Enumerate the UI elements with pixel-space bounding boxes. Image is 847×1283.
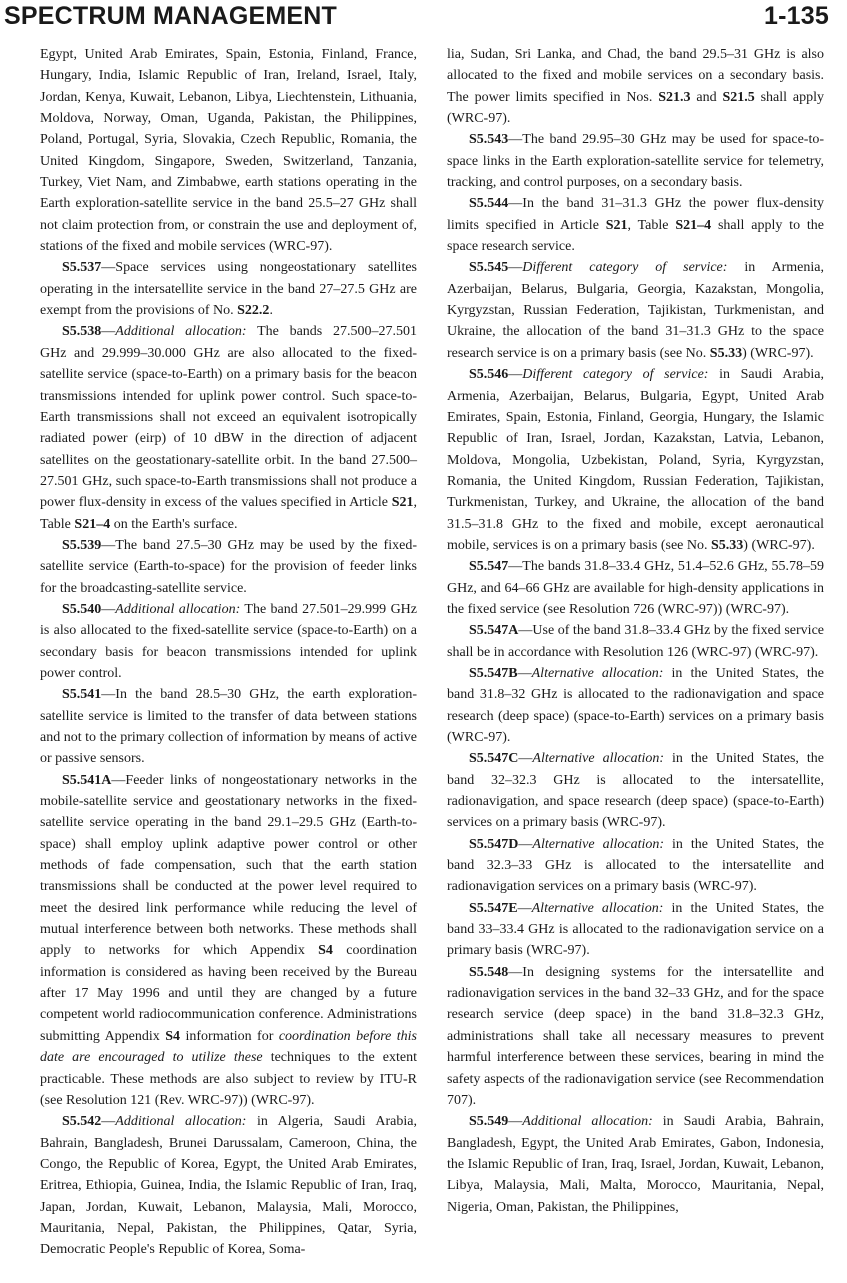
paragraph xyxy=(447,556,824,620)
paragraph xyxy=(447,663,824,748)
italic-text: Additional allocation: xyxy=(115,1114,247,1130)
italic-text: Additional allocation: xyxy=(115,324,247,340)
bold-reference: S21.5 xyxy=(722,89,755,105)
text-run: lia, Sudan, Sri Lanka, and Chad, the band 29.5–31 GHz is also allocated to the fixed and mobile services on a secondary basis. The power limits specified in Nos. xyxy=(447,47,824,105)
paragraph xyxy=(447,898,824,962)
bold-reference: S21 xyxy=(605,217,628,233)
text-run: —The band 27.5–30 GHz may be used by the fixed-satellite service (Earth-to-space) for the provision of feeder links for the broadcasting-satellite service. xyxy=(40,537,417,596)
paragraph xyxy=(40,257,417,321)
bold-reference: S5.544 xyxy=(469,196,509,212)
text-run: — xyxy=(517,900,532,916)
bold-reference: S21.3 xyxy=(658,89,691,105)
text-run: —Use of the band 31.8–33.4 GHz by the fixed service shall be in accordance with Resolution 126 (WRC-97) (WRC-97). xyxy=(447,623,824,660)
text-run: —In the band 28.5–30 GHz, the earth exploration-satellite service is limited to the transfer of data between stations and not to the primary collection of information by means of active or passive sensors. xyxy=(40,687,417,767)
left-column xyxy=(40,44,417,1261)
paragraph xyxy=(447,962,824,1111)
bold-reference: S5.541A xyxy=(62,772,112,788)
bold-reference: S5.547 xyxy=(469,559,509,575)
text-run: information for xyxy=(180,1028,279,1044)
paragraph xyxy=(40,535,417,599)
text-run: — xyxy=(517,665,532,681)
italic-text: Additional allocation: xyxy=(522,1114,653,1130)
text-run: ) (WRC-97). xyxy=(743,537,815,553)
text-run: . xyxy=(269,303,273,319)
text-run: on the Earth's surface. xyxy=(110,516,238,532)
bold-reference: S5.547A xyxy=(469,623,519,639)
text-run: — xyxy=(101,1114,116,1130)
paragraph xyxy=(40,321,417,534)
bold-reference: S5.548 xyxy=(469,964,509,980)
italic-text: Different category of service: xyxy=(522,367,709,383)
paragraph xyxy=(40,1111,417,1260)
bold-reference: S22.2 xyxy=(237,303,270,319)
bold-reference: S5.541 xyxy=(62,687,102,703)
bold-reference: S4 xyxy=(318,943,333,959)
text-run: The band 27.501–29.999 GHz is also allocated to the fixed-satellite service (space-to-Earth) on a secondary basis for beacon transmissions intended for uplink power control. xyxy=(40,601,417,681)
paragraph xyxy=(447,748,824,833)
paragraph xyxy=(447,364,824,556)
text-run: —The bands 31.8–33.4 GHz, 51.4–52.6 GHz, 55.78–59 GHz, and 64–66 GHz are available for high-density applications in the fixed service (see Resolution 726 (WRC-97)) (WRC-97). xyxy=(447,559,824,617)
paragraph xyxy=(447,257,824,364)
text-run: shall apply to the space research service. xyxy=(447,217,824,255)
bold-reference: S5.549 xyxy=(469,1114,509,1130)
bold-reference: S21–4 xyxy=(74,516,111,532)
text-run: — xyxy=(508,367,523,383)
bold-reference: S5.540 xyxy=(62,601,102,617)
bold-reference: S5.538 xyxy=(62,324,102,340)
italic-text: Additional allocation: xyxy=(115,601,241,617)
text-run: in the United States, the band 32.3–33 GHz is allocated to the intersatellite and radionavigation services on a primary basis (WRC-97). xyxy=(447,836,824,895)
text-run: —The band 29.95–30 GHz may be used for space-to-space links in the Earth exploration-satellite service for telemetry, tracking, and control purposes, on a secondary basis. xyxy=(447,132,824,191)
bold-reference: S21–4 xyxy=(675,217,712,233)
text-run: —In designing systems for the intersatellite and radionavigation services in the band 32–33 GHz, and for the space research service (deep space) in the band 31.8–32.3 GHz, administrations shall take all necessary measures to prevent harmful interference between these services, bearing in mind the safety aspects of the radionavigation service (see Recommendation 707). xyxy=(447,964,824,1108)
text-run: in Saudi Arabia, Armenia, Azerbaijan, Belarus, Bulgaria, Egypt, United Arab Emirates, Spain, Estonia, Finland, Georgia, Hungary, the Islamic Republic of Iran, Israel, Jordan, Kazakstan, Latvia, Lebanon, Moldova, Mongolia, Uzbekistan, Poland, Syria, Kyrgyzstan, Romania, the United Kingdom, Russian Federation, Tajikistan, Turkmenistan, Turkey, and Ukraine, the allocation of the band 31.5–31.8 GHz to the fixed and mobile, except aeronautical mobile, services is on a primary basis (see No. xyxy=(447,367,824,553)
text-run: in Algeria, Saudi Arabia, Bahrain, Bangladesh, Brunei Darussalam, Cameroon, China, the Congo, the Republic of Korea, Egypt, the United Arab Emirates, Eritrea, Ethiopia, Guinea, India, the Islamic Republic of Iran, Iraq, Japan, Jordan, Kuwait, Lebanon, Malaysia, Mali, Morocco, Mauritania, Nepal, Pakistan, the Philippines, Qatar, Syria, Democratic People's Republic of Korea, Soma- xyxy=(40,1114,418,1258)
italic-text: Alternative allocation: xyxy=(532,836,665,852)
paragraph xyxy=(447,620,824,663)
bold-reference: S5.537 xyxy=(62,260,102,276)
text-run: and xyxy=(690,89,723,105)
italic-text: Alternative allocation: xyxy=(531,665,664,681)
text-run: coordination information is considered as having been received by the Bureau after 17 May 1996 and until they are changed by a future competent world radiocommunication conference. Administrations submitting Appendix xyxy=(40,943,418,1044)
text-run: in the United States, the band 32–32.3 GHz is allocated to the intersatellite, radionavigation, and space research (deep space) (space-to-Earth) services on a primary basis (WRC-97). xyxy=(447,751,824,831)
text-run: — xyxy=(508,260,523,276)
text-run: — xyxy=(101,324,116,340)
text-run: in the United States, the band 31.8–32 GHz is allocated to the radionavigation and space research (deep space) (space-to-Earth) services on a primary basis (WRC-97). xyxy=(447,665,824,745)
italic-text: Alternative allocation: xyxy=(532,751,665,767)
right-column xyxy=(447,44,824,1218)
paragraph xyxy=(40,44,417,257)
bold-reference: S5.33 xyxy=(711,537,744,553)
text-run: in the United States, the band 33–33.4 GHz is allocated to the radionavigation service on a primary basis (WRC-97). xyxy=(447,900,824,959)
text-run: ) (WRC-97). xyxy=(742,345,814,361)
text-run: , Table xyxy=(627,217,676,233)
paragraph xyxy=(447,44,824,129)
text-run: — xyxy=(508,1114,523,1130)
text-run: — xyxy=(518,836,533,852)
text-run: shall apply (WRC-97). xyxy=(447,89,824,127)
text-run: The bands 27.500–27.501 GHz and 29.999–30.000 GHz are also allocated to the fixed-satellite service (space-to-Earth) on a primary basis for the beacon transmissions intended for uplink power control. Such space-to-Earth transmissions shall not exceed an equivalent isotropically radiated power (eirp) of 10 dBW in the direction of adjacent satellites on the geostationary-satellite orbit. In the band 27.500–27.501 GHz, such space-to-Earth transmissions shall not produce a power flux-density in excess of the values specified in Article xyxy=(40,324,417,511)
bold-reference: S21 xyxy=(391,495,414,511)
bold-reference: S5.545 xyxy=(469,260,509,276)
italic-text: Alternative allocation: xyxy=(531,900,664,916)
bold-reference: S5.33 xyxy=(709,345,743,361)
bold-reference: S5.547E xyxy=(469,900,518,916)
text-run: Egypt, United Arab Emirates, Spain, Estonia, Finland, France, Hungary, India, Islamic Republic of Iran, Ireland, Israel, Italy, Jordan, Kenya, Kuwait, Lebanon, Libya, Liechtenstein, Lithuania, Moldova, Norway, Oman, Uganda, Pakistan, the Philippines, Poland, Portugal, Syria, Slovakia, Czech Republic, Romania, the United Kingdom, Singapore, Sweden, Switzerland, Tanzania, Turkey, Viet Nam, and Zimbabwe, earth stations operating in the Earth exploration-satellite service in the band 25.5–27 GHz shall not claim protection from, or constrain the use and deployment of, stations of the fixed and mobile services (WRC-97). xyxy=(40,47,417,255)
italic-text: Different category of service: xyxy=(522,260,728,276)
running-header xyxy=(4,2,829,36)
bold-reference: S5.539 xyxy=(62,537,102,553)
text-run: —In the band 31–31.3 GHz the power flux-density limits specified in Article xyxy=(447,196,824,233)
paragraph xyxy=(447,193,824,257)
bold-reference: S5.547C xyxy=(469,751,519,767)
text-run: — xyxy=(518,751,533,767)
paragraph xyxy=(40,770,417,1112)
text-run: techniques to the extent practicable. These methods are also subject to review by ITU-R (see Resolution 121 (Rev. WRC-97)) (WRC-97). xyxy=(40,1050,417,1108)
text-run: , Table xyxy=(40,495,417,532)
paragraph xyxy=(447,129,824,193)
italic-text: coordination before this date are encouraged to utilize these xyxy=(40,1028,418,1066)
bold-reference: S5.543 xyxy=(469,132,509,148)
page-number: 1-135 xyxy=(764,2,829,30)
bold-reference: S5.546 xyxy=(469,367,509,383)
paragraph xyxy=(40,599,417,684)
paragraph xyxy=(447,1111,824,1218)
text-run: in Armenia, Azerbaijan, Belarus, Bulgaria, Georgia, Kazakstan, Mongolia, Kyrgyzstan, Russian Federation, Tajikistan, Turkmenistan, and Ukraine, the allocation of the band 31–31.3 GHz to the space research service is on a primary basis (see No. xyxy=(447,260,824,361)
text-run: — xyxy=(101,601,116,617)
bold-reference: S5.547B xyxy=(469,665,518,681)
text-run: in Saudi Arabia, Bahrain, Bangladesh, Egypt, the United Arab Emirates, Gabon, Indonesia, the Islamic Republic of Iran, Iraq, Israel, Jordan, Kuwait, Lebanon, Libya, Malaysia, Mali, Malta, Morocco, Mauritania, Nepal, Nigeria, Oman, Pakistan, the Philippines, xyxy=(447,1114,824,1215)
paragraph xyxy=(447,834,824,898)
paragraph xyxy=(40,684,417,769)
bold-reference: S5.547D xyxy=(469,836,519,852)
text-run: —Feeder links of nongeostationary networks in the mobile-satellite service and geostationary networks in the fixed-satellite service operating in the band 29.1–29.5 GHz (Earth-to-space) shall employ uplink adaptive power control or other methods of fade compensation, such that the earth station transmissions shall be conducted at the power level required to meet the desired link performance while reducing the level of mutual interference between both networks. These methods shall apply to networks for which Appendix xyxy=(40,772,417,959)
bold-reference: S4 xyxy=(165,1028,181,1044)
section-title: SPECTRUM MANAGEMENT xyxy=(4,2,337,30)
bold-reference: S5.542 xyxy=(62,1114,102,1130)
text-run: —Space services using nongeostationary satellites operating in the intersatellite service in the band 27–27.5 GHz are exempt from the provisions of No. xyxy=(40,260,417,319)
